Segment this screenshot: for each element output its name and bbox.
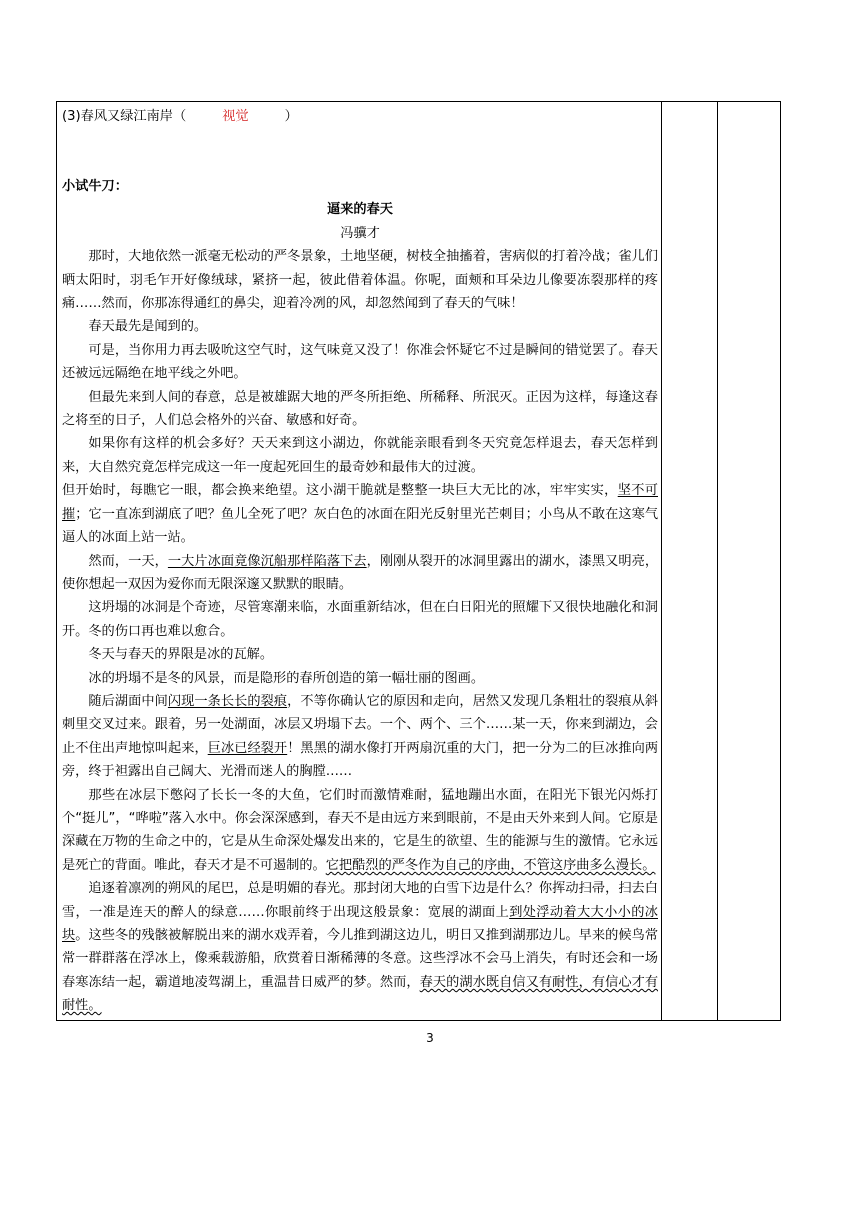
paragraph: 随后湖面中间闪现一条长长的裂痕，不等你确认它的原因和走向，居然又发现几条粗壮的裂痕从斜刺里交叉过来。跟着，另一处湖面，冰层又坍塌下去。一个、两个、三个……某一天，你来到湖边，会止不住出声地惊叫起来，巨冰已经裂开！黑黑的湖水像打开两扇沉重的大门，把一分为二的巨冰推向两旁，终于袒露出自己阔大、光滑而迷人的胸膛…… — [62, 693, 658, 780]
question-answer: 视觉 — [222, 109, 249, 124]
question-line — [62, 105, 658, 128]
underlined-phrase: 巨冰已经裂开 — [207, 740, 288, 756]
paragraph: 追逐着凛冽的朔风的尾巴，总是明媚的春光。那封闭大地的白雪下边是什么？你挥动扫帚，扫去白雪，一准是连天的醉人的绿意……你眼前终于出现这般景象：宽展的湖面上到处浮动着大大小小的冰块。这些冬的残骸被解脱出来的湖水戏弄着，今儿推到湖这边儿，明日又推到湖那边儿。早来的候鸟常常一群群落在浮冰上，像乘载游船，欣赏着日渐稀薄的冬意。这些浮冰不会马上消失，有时还会和一场春寒冻结一起，霸道地凌驾湖上，重温昔日威严的梦。然而，春天的湖水既自信又有耐性，有信心才有耐性。 — [62, 881, 658, 1014]
article-title: 逼来的春天 — [327, 202, 393, 218]
paragraph: 可是，当你用力再去吸吮这空气时，这气味竟又没了！你准会怀疑它不过是瞬间的错觉罢了。春天还被远远隔绝在地平线之外吧。 — [62, 342, 658, 382]
paragraph: 春天最先是闻到的。 — [88, 319, 208, 335]
paragraph: 冬天与春天的界限是冰的瓦解。 — [88, 647, 274, 663]
wavy-underlined-phrase: 它把酷烈的严冬作为自己的序曲，不管这序曲多么漫长。 — [325, 857, 656, 873]
underlined-phrase: 坚不可摧 — [62, 483, 658, 522]
paragraph — [62, 1018, 658, 1019]
paragraph: 这坍塌的冰洞是个奇迹，尽管寒潮来临，水面重新结冰，但在白日阳光的照耀下又很快地融化和洞开。冬的伤口再也难以愈合。 — [62, 600, 658, 639]
question-suffix: ） — [284, 109, 298, 124]
paragraph: 但开始时，每瞧它一眼，都会换来绝望。这小湖干脆就是整整一块巨大无比的冰，牢牢实实，坚不可摧；它一直冻到湖底了吧？鱼儿全死了吧？灰白色的冰面在阳光反射里光芒刺目；小鸟从不敢在这寒气逼人的冰面上站一站。 — [62, 483, 658, 546]
paragraph: 那些在冰层下憋闷了长长一冬的大鱼，它们时而激情难耐，猛地蹦出水面，在阳光下银光闪烁打个“挺儿”，“哗啦”落入水中。你会深深感到，春天不是由远方来到眼前，不是由天外来到人间。它原是深藏在万物的生命之中的，它是从生命深处爆发出来的，它是生的欲望、生的能源与生的激情。它永远是死亡的背面。唯此，春天才是不可遏制的。它把酷烈的严冬作为自己的序曲，不管这序曲多么漫长。 — [62, 787, 658, 873]
paragraph: 冰的坍塌不是冬的风景，而是隐形的春所创造的第一幅壮丽的图画。 — [88, 670, 485, 686]
underlined-phrase: 一大片冰面竟像沉船那样陷落下去 — [167, 553, 367, 569]
paragraph: 但最先来到人间的春意，总是被雄踞大地的严冬所拒绝、所稀释、所泯灭。正因为这样，每逢这春之将至的日子，人们总会格外的兴奋、敏感和好奇。 — [62, 389, 658, 429]
table-column-divider — [661, 102, 662, 1020]
table-cell-content — [62, 105, 658, 1019]
paragraph: 然而，一天，一大片冰面竟像沉船那样陷落下去，刚刚从裂开的冰洞里露出的湖水，漆黑又明亮，使你想起一双因为爱你而无限深邃又默默的眼睛。 — [62, 553, 658, 592]
wavy-underlined-phrase: 春天的湖水既自信又有耐性，有信心才有耐性。 — [62, 974, 658, 1014]
page-number: 3 — [426, 1031, 434, 1045]
table-column-divider — [717, 102, 718, 1020]
section-label: 小试牛刀： — [62, 179, 128, 194]
paragraph: 如果你有这样的机会多好？天天来到这小湖边，你就能亲眼看到冬天究竟怎样退去，春天怎样到来，大自然究竟怎样完成这一年一度起死回生的最奇妙和最伟大的过渡。 — [62, 436, 658, 475]
underlined-phrase: 到处浮动着大大小小的冰块 — [62, 904, 658, 943]
question-prefix: (3)春风又绿江南岸（ — [62, 109, 187, 124]
article-author: 冯骥才 — [340, 225, 380, 241]
paragraph: 那时，大地依然一派毫无松动的严冬景象，土地坚硬，树枝全抽搐着，害病似的打着冷战；雀儿们晒太阳时，羽毛乍开好像绒球，紧挤一起，彼此借着体温。你呢，面颊和耳朵边儿像要冻裂那样的疼痛……然而，你那冻得通红的鼻尖，迎着冷冽的风，却忽然闻到了春天的气味！ — [62, 249, 658, 312]
underlined-phrase: 闪现一条长长的裂痕 — [167, 693, 288, 709]
